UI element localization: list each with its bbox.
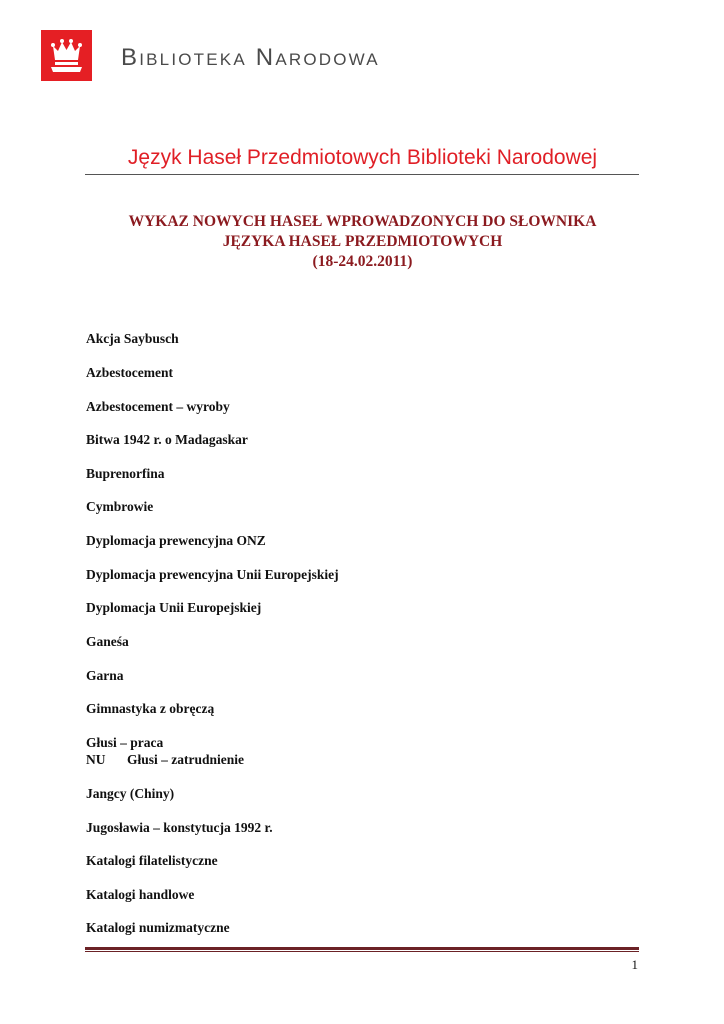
page-title: Język Haseł Przedmiotowych Biblioteki Narodowej: [127, 146, 598, 169]
list-item-with-reference: [86, 734, 244, 768]
list-item: Dyplomacja prewencyjna Unii Europejskiej: [86, 567, 339, 582]
footer-divider-thin: [85, 951, 639, 952]
list-item: Katalogi numizmatyczne: [86, 920, 230, 935]
crown-book-icon: [41, 30, 92, 81]
list-item: Jangcy (Chiny): [86, 786, 175, 801]
page-number: 1: [631, 957, 638, 972]
list-item: Bitwa 1942 r. o Madagaskar: [86, 432, 248, 447]
nu-label: NU: [86, 752, 106, 767]
list-item: Ganeśa: [86, 634, 129, 649]
library-logo: [41, 30, 92, 81]
list-item: Katalogi handlowe: [86, 887, 195, 902]
list-item: Garna: [86, 668, 124, 683]
list-item-text: Głusi – praca: [86, 735, 164, 750]
subtitle-line: JĘZYKA HASEŁ PRZEDMIOTOWYCH: [222, 233, 503, 250]
list-item: Katalogi filatelistyczne: [86, 853, 218, 868]
list-item: Gimnastyka z obręczą: [86, 701, 215, 716]
brand-name: BIBLIOTEKA NARODOWA: [121, 44, 380, 71]
list-item: Dyplomacja Unii Europejskiej: [86, 600, 262, 615]
list-item: Dyplomacja prewencyjna ONZ: [86, 533, 266, 548]
footer-divider: [85, 947, 639, 950]
subtitle-line: WYKAZ NOWYCH HASEŁ WPROWADZONYCH DO SŁOWNIKA: [128, 213, 597, 230]
list-item: Azbestocement: [86, 365, 173, 380]
list-item: Cymbrowie: [86, 499, 154, 514]
list-item: Akcja Saybusch: [86, 331, 179, 346]
subtitle-date: (18-24.02.2011): [312, 253, 413, 270]
list-item: Azbestocement – wyroby: [86, 399, 230, 414]
title-divider: [85, 174, 639, 175]
document-subtitle: [86, 212, 639, 272]
list-item: Buprenorfina: [86, 466, 165, 481]
list-item: Jugosławia – konstytucja 1992 r.: [86, 820, 273, 835]
see-reference: [86, 751, 244, 768]
nu-reference-text: Głusi – zatrudnienie: [127, 752, 245, 767]
